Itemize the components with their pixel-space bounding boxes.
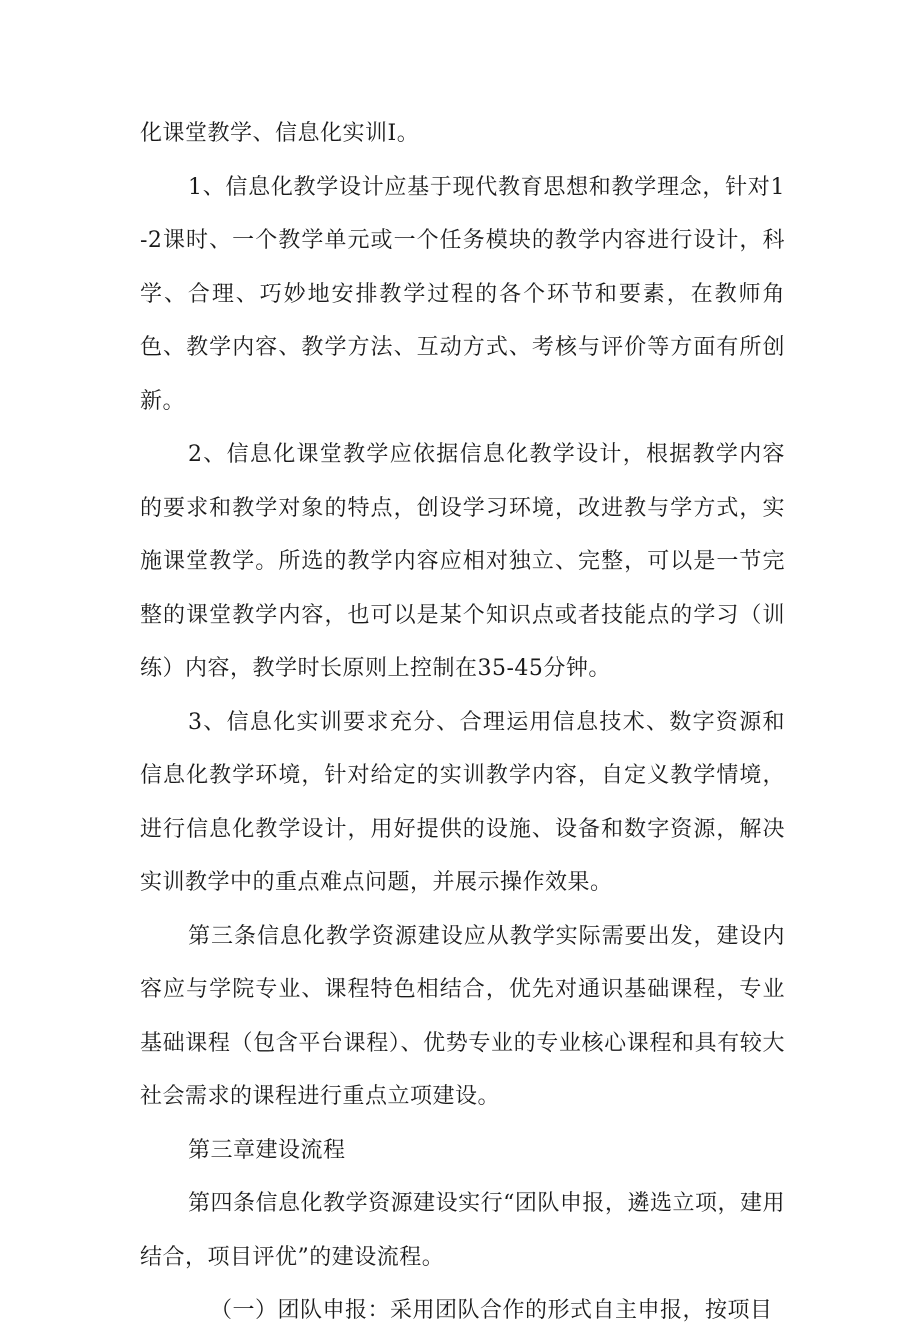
paragraph-article-4: 第四条信息化教学资源建设实行“团队申报，遴选立项，建用结合，项目评优”的建设流程。 bbox=[140, 1191, 785, 1270]
chapter-heading: 第三章建设流程 bbox=[188, 1137, 346, 1163]
paragraph-item-1: 1、信息化教学设计应基于现代教育思想和教学理念，针对1-2课时、一个教学单元或一个任务模块的教学内容进行设计，科学、合理、巧妙地安排教学过程的各个环节和要素，在教师角色、教学内容、教学方法、互动方式、考核与评价等方面有所创新。 bbox=[140, 174, 785, 414]
paragraph-item-3: 3、信息化实训要求充分、合理运用信息技术、数字资源和信息化教学环境，针对给定的实训教学内容，自定义教学情境，进行信息化教学设计，用好提供的设施、设备和数字资源，解决实训教学中的重点难点问题，并展示操作效果。 bbox=[140, 709, 785, 895]
paragraph-article-3: 第三条信息化教学资源建设应从教学实际需要出发，建设内容应与学院专业、课程特色相结合，优先对通识基础课程，专业基础课程（包含平台课程）、优势专业的专业核心课程和具有较大社会需求的课程进行重点立项建设。 bbox=[140, 923, 785, 1109]
paragraph-sub-item-1: （一）团队申报：采用团队合作的形式自主申报，按项目 bbox=[210, 1298, 773, 1323]
paragraph-item-2: 2、信息化课堂教学应依据信息化教学设计，根据教学内容的要求和教学对象的特点，创设学习环境，改进教与学方式，实施课堂教学。所选的教学内容应相对独立、完整，可以是一节完整的课堂教学内容，也可以是某个知识点或者技能点的学习（训练）内容，教学时长原则上控制在35-45分钟。 bbox=[140, 442, 785, 681]
paragraph-continuation: 化课堂教学、信息化实训I。 bbox=[140, 121, 420, 146]
